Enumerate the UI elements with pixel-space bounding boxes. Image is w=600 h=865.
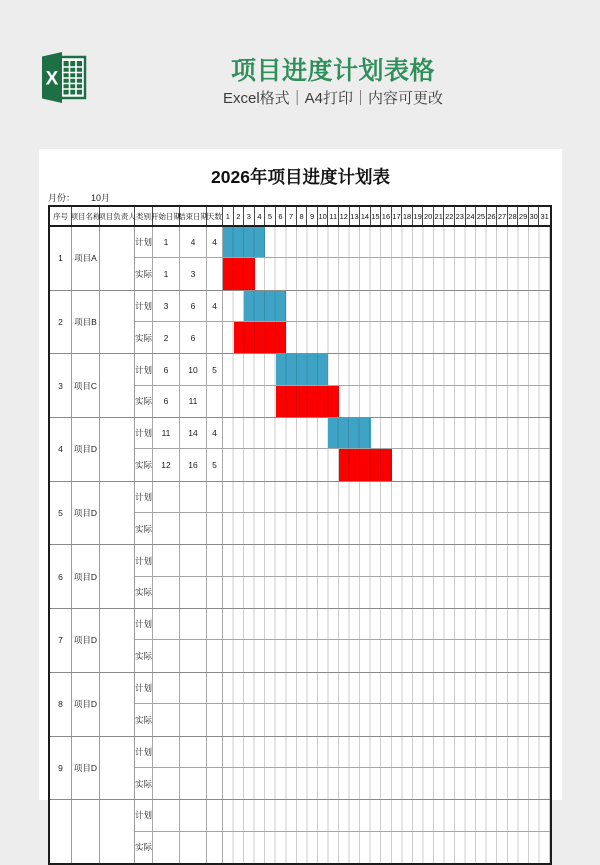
end-date-cell[interactable]	[180, 513, 207, 544]
days-cell[interactable]	[207, 322, 223, 353]
end-date-cell[interactable]: 11	[180, 386, 207, 417]
serial-cell[interactable]: 8	[50, 673, 72, 736]
day-grid[interactable]	[223, 577, 550, 608]
plan-bar	[328, 418, 370, 448]
day-header-cell: 30	[529, 207, 540, 225]
project-row	[50, 291, 550, 355]
day-header-cell: 23	[455, 207, 466, 225]
row-type-cell: 计划	[135, 418, 153, 448]
owner-cell[interactable]	[100, 673, 135, 736]
month-row	[48, 191, 110, 204]
end-date-cell[interactable]	[180, 673, 207, 703]
start-date-cell[interactable]	[153, 768, 180, 799]
row-type-cell: 计划	[135, 227, 153, 257]
plan-subrow	[135, 545, 550, 576]
day-grid[interactable]	[223, 768, 550, 799]
days-cell[interactable]	[207, 832, 223, 863]
project-name-cell[interactable]: 项目D	[72, 482, 100, 545]
day-header-cell: 1	[223, 207, 234, 225]
start-date-cell[interactable]	[153, 737, 180, 767]
actual-bar	[276, 386, 339, 417]
end-date-cell[interactable]: 6	[180, 322, 207, 353]
day-header-cell: 20	[423, 207, 434, 225]
day-grid[interactable]	[223, 258, 550, 289]
day-grid[interactable]	[223, 800, 550, 830]
end-date-cell[interactable]	[180, 577, 207, 608]
day-header-cell: 8	[297, 207, 308, 225]
day-header-cell: 5	[265, 207, 276, 225]
row-type-cell: 计划	[135, 737, 153, 767]
banner	[0, 0, 600, 149]
days-cell[interactable]	[207, 800, 223, 830]
day-header-cell: 26	[487, 207, 498, 225]
project-row	[50, 418, 550, 482]
serial-cell[interactable]: 4	[50, 418, 72, 481]
template-subtitle: Excel格式｜A4打印｜内容可更改	[222, 90, 444, 107]
actual-bar	[223, 258, 255, 289]
end-date-cell[interactable]: 3	[180, 258, 207, 289]
end-date-cell[interactable]	[180, 737, 207, 767]
schedule-area	[135, 354, 550, 417]
days-cell[interactable]: 5	[207, 449, 223, 480]
row-type-cell: 计划	[135, 673, 153, 703]
end-date-cell[interactable]	[180, 545, 207, 575]
sheet-title: 2026年项目进度计划表	[211, 167, 390, 187]
actual-bar	[339, 449, 392, 480]
project-name-cell[interactable]: 项目D	[72, 609, 100, 672]
start-date-cell[interactable]	[153, 482, 180, 512]
day-grid[interactable]	[223, 609, 550, 639]
plan-subrow	[135, 227, 550, 258]
row-type-cell: 计划	[135, 482, 153, 512]
project-name-cell[interactable]: 项目A	[72, 227, 100, 290]
day-header-cell: 24	[466, 207, 477, 225]
day-header-cell: 15	[371, 207, 382, 225]
start-date-cell[interactable]	[153, 832, 180, 863]
days-cell[interactable]	[207, 386, 223, 417]
day-header-cell: 25	[476, 207, 487, 225]
days-cell[interactable]: 5	[207, 354, 223, 384]
day-grid[interactable]	[223, 704, 550, 735]
row-type-cell: 实际	[135, 704, 153, 735]
project-row	[50, 482, 550, 546]
plan-subrow	[135, 800, 550, 831]
row-type-cell: 实际	[135, 258, 153, 289]
project-name-cell[interactable]: 项目D	[72, 418, 100, 481]
day-header-cell: 2	[234, 207, 245, 225]
start-date-cell[interactable]	[153, 513, 180, 544]
project-row	[50, 800, 550, 863]
day-header-cell: 31	[540, 211, 549, 221]
project-name-cell[interactable]: 项目D	[72, 737, 100, 800]
plan-bar	[223, 227, 265, 257]
row-type-cell: 计划	[135, 545, 153, 575]
header-cell: 类别	[135, 207, 153, 225]
actual-subrow	[135, 832, 550, 863]
day-header-cell: 19	[413, 207, 424, 225]
row-type-cell: 实际	[135, 768, 153, 799]
gantt-table	[48, 205, 552, 865]
project-row	[50, 609, 550, 673]
owner-cell[interactable]	[100, 482, 135, 545]
start-date-cell[interactable]	[153, 609, 180, 639]
start-date-cell[interactable]	[153, 673, 180, 703]
day-header-cell: 6	[276, 207, 287, 225]
plan-subrow	[135, 609, 550, 640]
day-grid[interactable]	[223, 545, 550, 575]
day-header-cell: 21	[434, 207, 445, 225]
day-header-cell: 12	[339, 207, 350, 225]
day-header-cell: 29	[518, 207, 529, 225]
row-type-cell: 实际	[135, 322, 153, 353]
serial-cell[interactable]: 9	[50, 737, 72, 800]
serial-cell[interactable]: 6	[50, 545, 72, 608]
header-cell: 项目负责人	[100, 207, 135, 225]
end-date-cell[interactable]: 10	[180, 354, 207, 384]
start-date-cell[interactable]: 2	[153, 322, 180, 353]
owner-cell[interactable]	[100, 291, 135, 354]
schedule-area	[135, 227, 550, 290]
end-date-cell[interactable]: 16	[180, 449, 207, 480]
end-date-cell[interactable]	[180, 800, 207, 830]
days-cell[interactable]	[207, 640, 223, 671]
owner-cell[interactable]	[100, 737, 135, 800]
schedule-area	[135, 545, 550, 608]
project-name-cell[interactable]: 项目D	[72, 545, 100, 608]
end-date-cell[interactable]	[180, 704, 207, 735]
day-header-cell: 7	[286, 207, 297, 225]
day-grid[interactable]	[223, 354, 550, 384]
actual-subrow	[135, 322, 550, 353]
day-header-cell: 4	[255, 207, 266, 225]
plan-subrow	[135, 673, 550, 704]
row-type-cell: 实际	[135, 640, 153, 671]
serial-cell[interactable]: 2	[50, 291, 72, 354]
days-cell[interactable]	[207, 737, 223, 767]
start-date-cell[interactable]	[153, 704, 180, 735]
row-type-cell: 计划	[135, 291, 153, 321]
start-date-cell[interactable]: 6	[153, 354, 180, 384]
days-cell[interactable]	[207, 577, 223, 608]
owner-cell[interactable]	[100, 545, 135, 608]
days-cell[interactable]	[207, 704, 223, 735]
day-grid[interactable]	[223, 673, 550, 703]
row-type-cell: 计划	[135, 609, 153, 639]
header-cell: 开始日期	[153, 207, 180, 225]
end-date-cell[interactable]	[180, 609, 207, 639]
day-grid[interactable]	[223, 513, 550, 544]
day-header-cell: 10	[318, 207, 329, 225]
project-row	[50, 673, 550, 737]
day-grid[interactable]	[223, 322, 550, 353]
days-cell[interactable]	[207, 609, 223, 639]
plan-bar	[244, 291, 286, 321]
days-cell[interactable]: 4	[207, 227, 223, 257]
schedule-area	[135, 291, 550, 354]
day-header-cell: 11	[328, 207, 339, 225]
plan-subrow	[135, 418, 550, 449]
day-header-cell: 17	[392, 207, 403, 225]
plan-bar	[276, 354, 329, 384]
day-grid[interactable]	[223, 386, 550, 417]
month-value[interactable]: 10月	[91, 193, 111, 203]
plan-subrow	[135, 354, 550, 385]
row-type-cell: 计划	[135, 354, 153, 384]
row-type-cell: 实际	[135, 513, 153, 544]
day-grid[interactable]	[223, 482, 550, 512]
schedule-area	[135, 482, 550, 545]
end-date-cell[interactable]: 4	[180, 227, 207, 257]
month-label: 月份：	[48, 193, 76, 203]
actual-subrow	[135, 640, 550, 671]
row-type-cell: 实际	[135, 386, 153, 417]
project-name-cell[interactable]: 项目D	[72, 673, 100, 736]
day-header-cell: 13	[350, 207, 361, 225]
days-cell[interactable]	[207, 482, 223, 512]
start-date-cell[interactable]	[153, 545, 180, 575]
schedule-area	[135, 609, 550, 672]
actual-subrow	[135, 386, 550, 417]
schedule-area	[135, 673, 550, 736]
project-name-cell[interactable]: 项目C	[72, 354, 100, 417]
project-row	[50, 545, 550, 609]
row-type-cell: 计划	[135, 800, 153, 830]
plan-subrow	[135, 291, 550, 322]
row-type-cell: 实际	[135, 577, 153, 608]
document-page	[39, 149, 562, 853]
start-date-cell[interactable]	[153, 577, 180, 608]
day-grid[interactable]	[223, 832, 550, 863]
header-cell: 结束日期	[180, 207, 207, 225]
days-cell[interactable]	[207, 545, 223, 575]
owner-cell[interactable]	[100, 609, 135, 672]
start-date-cell[interactable]: 3	[153, 291, 180, 321]
schedule-area	[135, 737, 550, 800]
actual-subrow	[135, 768, 550, 799]
owner-cell[interactable]	[100, 354, 135, 417]
project-name-cell[interactable]: 项目B	[72, 291, 100, 354]
end-date-cell[interactable]	[180, 832, 207, 863]
project-row	[50, 227, 550, 291]
row-type-cell: 实际	[135, 832, 153, 863]
owner-cell[interactable]	[100, 418, 135, 481]
header-cell: 天数	[207, 207, 223, 225]
header-cell: 项目名称	[72, 207, 100, 225]
start-date-cell[interactable]	[153, 640, 180, 671]
day-header-cell: 9	[307, 207, 318, 225]
header-cell: 序号	[50, 207, 72, 225]
end-date-cell[interactable]	[180, 482, 207, 512]
days-cell[interactable]	[207, 513, 223, 544]
day-header-cell: 18	[402, 207, 413, 225]
gantt-body	[50, 227, 550, 863]
end-date-cell[interactable]	[180, 640, 207, 671]
plan-subrow	[135, 482, 550, 513]
serial-cell[interactable]: 5	[50, 482, 72, 545]
start-date-cell[interactable]: 12	[153, 449, 180, 480]
days-cell[interactable]	[207, 258, 223, 289]
schedule-area	[135, 418, 550, 481]
row-type-cell: 实际	[135, 449, 153, 480]
project-row	[50, 737, 550, 801]
excel-icon-letter: X	[45, 68, 59, 90]
actual-subrow	[135, 704, 550, 735]
serial-cell[interactable]: 7	[50, 609, 72, 672]
owner-cell[interactable]	[100, 227, 135, 290]
day-grid[interactable]	[223, 737, 550, 767]
end-date-cell[interactable]	[180, 768, 207, 799]
days-cell[interactable]: 4	[207, 418, 223, 448]
day-header-cell: 14	[360, 207, 371, 225]
days-cell[interactable]	[207, 768, 223, 799]
day-grid[interactable]	[223, 449, 550, 480]
actual-subrow	[135, 449, 550, 480]
day-header-cell: 16	[381, 207, 392, 225]
day-grid[interactable]	[223, 640, 550, 671]
gantt-header-row	[50, 207, 550, 227]
day-header-cell: 27	[497, 207, 508, 225]
end-date-cell[interactable]: 6	[180, 291, 207, 321]
actual-subrow	[135, 513, 550, 544]
serial-cell[interactable]: 3	[50, 354, 72, 417]
day-grid[interactable]	[223, 291, 550, 321]
day-grid[interactable]	[223, 418, 550, 448]
day-header-cell: 22	[444, 207, 455, 225]
owner-cell[interactable]	[100, 800, 135, 863]
template-title: 项目进度计划表格	[230, 57, 435, 85]
project-name-cell[interactable]	[72, 800, 100, 863]
start-date-cell[interactable]: 1	[153, 227, 180, 257]
days-cell[interactable]: 4	[207, 291, 223, 321]
plan-subrow	[135, 737, 550, 768]
serial-cell[interactable]	[50, 800, 72, 863]
start-date-cell[interactable]: 11	[153, 418, 180, 448]
actual-bar	[234, 322, 287, 353]
schedule-area	[135, 800, 550, 863]
actual-subrow	[135, 577, 550, 608]
days-cell[interactable]	[207, 673, 223, 703]
day-header-cell: 28	[508, 207, 519, 225]
day-grid[interactable]	[223, 227, 550, 257]
serial-cell[interactable]: 1	[50, 227, 72, 290]
actual-subrow	[135, 258, 550, 289]
start-date-cell[interactable]: 1	[153, 258, 180, 289]
project-row	[50, 354, 550, 418]
start-date-cell[interactable]	[153, 800, 180, 830]
day-header-cell: 3	[244, 207, 255, 225]
start-date-cell[interactable]: 6	[153, 386, 180, 417]
end-date-cell[interactable]: 14	[180, 418, 207, 448]
